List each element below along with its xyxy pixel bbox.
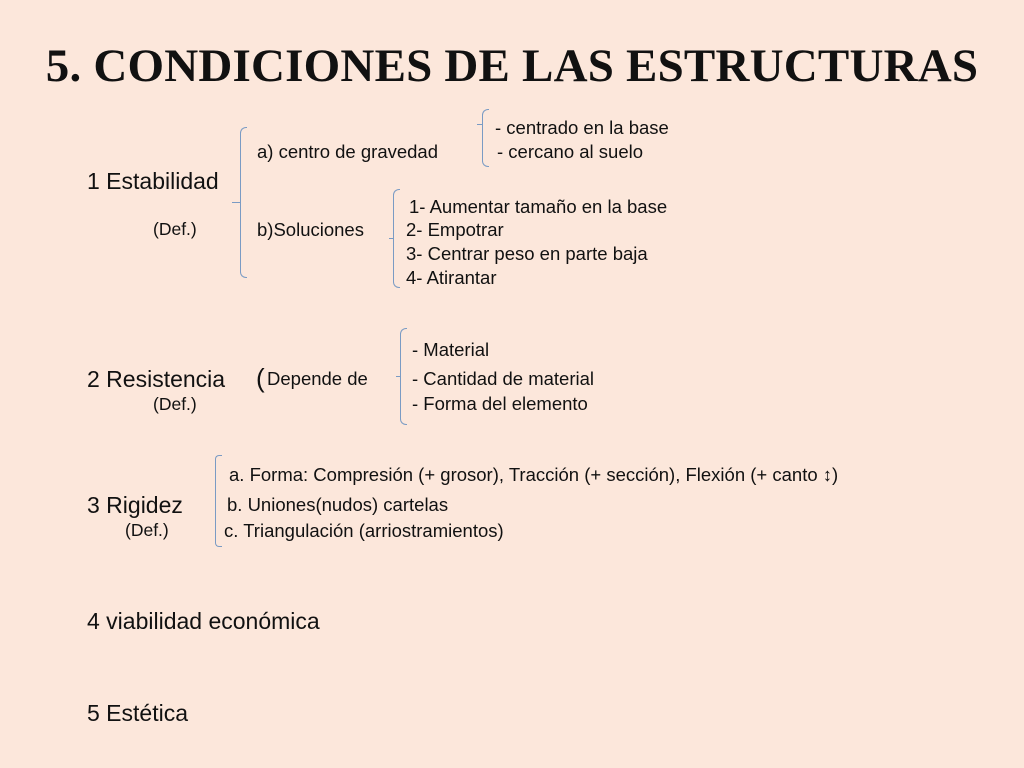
page-title: 5. CONDICIONES DE LAS ESTRUCTURAS: [45, 40, 979, 92]
resistencia-depende: Depende de: [267, 368, 368, 389]
rigidez-sub-2: b. Uniones(nudos) cartelas: [227, 494, 449, 515]
brace-estabilidad: [240, 127, 247, 278]
soluciones-sub-4: 4- Atirantar: [406, 267, 497, 288]
resistencia-sub-3: - Forma del elemento: [412, 393, 588, 414]
resistencia-paren: (: [256, 363, 265, 393]
soluciones-sub-1: 1- Aumentar tamaño en la base: [409, 196, 668, 217]
soluciones-sub-3: 3- Centrar peso en parte baja: [406, 243, 648, 264]
resistencia-sub-2: - Cantidad de material: [412, 368, 595, 389]
centro-gravedad-sub-1: - centrado en la base: [495, 117, 669, 138]
rigidez-sub-3: c. Triangulación (arriostramientos): [224, 520, 504, 541]
brace-centro-gravedad: [482, 109, 489, 167]
estabilidad-label: 1 Estabilidad: [87, 168, 219, 194]
centro-gravedad-label: a) centro de gravedad: [257, 141, 439, 162]
rigidez-def: (Def.): [125, 520, 169, 540]
estetica-label: 5 Estética: [87, 700, 188, 726]
brace-resistencia: [400, 328, 407, 425]
resistencia-def: (Def.): [153, 394, 197, 414]
estabilidad-def: (Def.): [153, 219, 197, 239]
soluciones-sub-2: 2- Empotrar: [406, 219, 504, 240]
brace-rigidez: [215, 455, 222, 547]
resistencia-sub-1: - Material: [412, 339, 490, 360]
resistencia-label: 2 Resistencia: [87, 366, 226, 392]
centro-gravedad-sub-2: - cercano al suelo: [497, 141, 644, 162]
soluciones-label: b)Soluciones: [257, 219, 364, 240]
rigidez-label: 3 Rigidez: [87, 492, 183, 518]
rigidez-sub-1: a. Forma: Compresión (+ grosor), Tracción (+ sección), Flexión (+ canto ↕): [229, 464, 839, 485]
brace-soluciones: [393, 189, 400, 288]
viabilidad-label: 4 viabilidad económica: [87, 608, 320, 634]
